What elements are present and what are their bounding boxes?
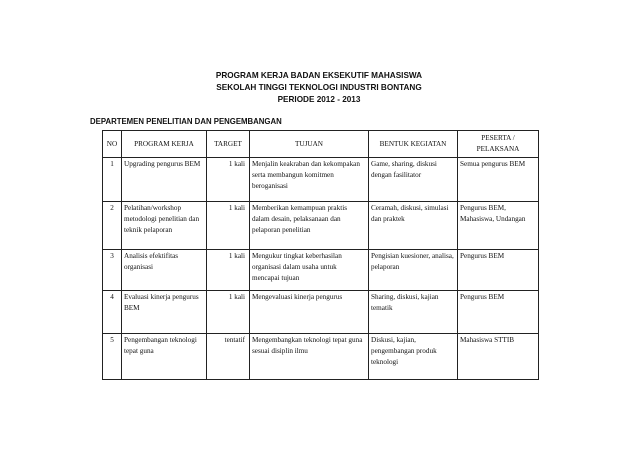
table-row (103, 202, 539, 250)
column-header-peserta: PESERTA / PELAKSANA (458, 131, 539, 158)
peserta-cell: Semua pengurus BEM (458, 158, 539, 202)
table-row (103, 250, 539, 291)
table-row (103, 158, 539, 202)
document-title-line-2: SEKOLAH TINGGI TEKNOLOGI INDUSTRI BONTANG (216, 83, 422, 92)
column-header-bentuk: BENTUK KEGIATAN (369, 131, 458, 158)
department-heading: DEPARTEMEN PENELITIAN DAN PENGEMBANGAN (90, 117, 282, 126)
bentuk-cell: Ceramah, diskusi, simulasi dan praktek (369, 202, 458, 250)
row-number: 3 (103, 250, 122, 291)
table-row (103, 334, 539, 380)
target-cell: tentatif (207, 334, 250, 380)
peserta-cell: Pengurus BEM, Mahasiswa, Undangan (458, 202, 539, 250)
table-header-row (103, 131, 539, 158)
row-number: 5 (103, 334, 122, 380)
program-cell: Analisis efektifitas organisasi (122, 250, 207, 291)
program-cell: Evaluasi kinerja pengurus BEM (122, 291, 207, 334)
program-cell: Pelatihan/workshop metodologi penelitian dan teknik pelaporan (122, 202, 207, 250)
tujuan-cell: Mengevaluasi kinerja pengurus (250, 291, 369, 334)
tujuan-cell: Mengembangkan teknologi tepat guna sesuai disiplin ilmu (250, 334, 369, 380)
bentuk-cell: Diskusi, kajian, pengembangan produk teknologi (369, 334, 458, 380)
program-cell: Upgrading pengurus BEM (122, 158, 207, 202)
column-header-tujuan: TUJUAN (250, 131, 369, 158)
bentuk-cell: Game, sharing, diskusi dengan fasilitator (369, 158, 458, 202)
work-program-table (102, 130, 539, 380)
target-cell: 1 kali (207, 158, 250, 202)
target-cell: 1 kali (207, 202, 250, 250)
peserta-cell: Mahasiswa STTIB (458, 334, 539, 380)
row-number: 2 (103, 202, 122, 250)
row-number: 4 (103, 291, 122, 334)
tujuan-cell: Mengukur tingkat keberhasilan organisasi dalam usaha untuk mencapai tujuan (250, 250, 369, 291)
row-number: 1 (103, 158, 122, 202)
document-title-period: PERIODE 2012 - 2013 (277, 95, 361, 104)
target-cell: 1 kali (207, 291, 250, 334)
program-cell: Pengembangan teknologi tepat guna (122, 334, 207, 380)
bentuk-cell: Sharing, diskusi, kajian tematik (369, 291, 458, 334)
tujuan-cell: Memberikan kemampuan praktis dalam desain, pelaksanaan dan pelaporan penelitian (250, 202, 369, 250)
document-title-line-1: PROGRAM KERJA BADAN EKSEKUTIF MAHASISWA (215, 71, 423, 80)
column-header-target: TARGET (207, 131, 250, 158)
table-row (103, 291, 539, 334)
peserta-cell: Pengurus BEM (458, 291, 539, 334)
peserta-cell: Pengurus BEM (458, 250, 539, 291)
target-cell: 1 kali (207, 250, 250, 291)
bentuk-cell: Pengisian kuesioner, analisa, pelaporan (369, 250, 458, 291)
column-header-no: NO (103, 131, 122, 158)
column-header-program: PROGRAM KERJA (122, 131, 207, 158)
tujuan-cell: Menjalin keakraban dan kekompakan serta membangun komitmen beroganisasi (250, 158, 369, 202)
